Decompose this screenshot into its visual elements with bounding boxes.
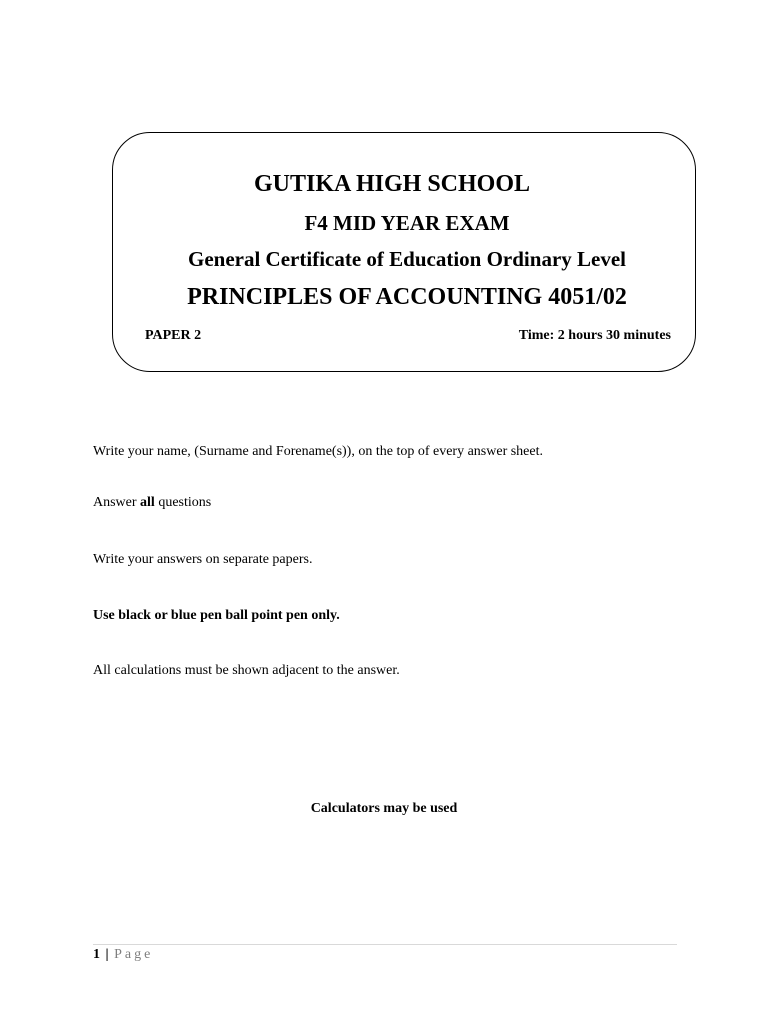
exam-header-box xyxy=(112,132,696,372)
certificate-title: General Certificate of Education Ordinary Level xyxy=(188,247,626,271)
school-name: GUTIKA HIGH SCHOOL xyxy=(253,171,531,197)
exam-title: F4 MID YEAR EXAM xyxy=(304,211,510,235)
time-allowed: Time: 2 hours 30 minutes xyxy=(518,328,671,343)
instruction-answer-bold: all xyxy=(140,495,155,510)
subject-title: PRINCIPLES OF ACCOUNTING 4051/02 xyxy=(187,284,627,310)
instruction-separate-papers: Write your answers on separate papers. xyxy=(93,552,313,567)
instruction-name: Write your name, (Surname and Forename(s)), on the top of every answer sheet. xyxy=(93,444,544,459)
instruction-calculations: All calculations must be shown adjacent to the answer. xyxy=(93,663,400,678)
page-word: Page xyxy=(114,947,154,962)
calculators-note: Calculators may be used xyxy=(310,801,458,816)
page-footer xyxy=(93,947,153,963)
instruction-answer-prefix: Answer xyxy=(93,495,141,510)
page-number: 1 xyxy=(93,947,100,962)
instruction-answer-suffix: questions xyxy=(154,495,212,510)
instruction-answer-all xyxy=(93,495,211,511)
paper-label: PAPER 2 xyxy=(145,328,202,343)
footer-divider xyxy=(93,944,677,945)
page-separator: | xyxy=(105,947,109,962)
instruction-pen: Use black or blue pen ball point pen only. xyxy=(93,608,340,623)
